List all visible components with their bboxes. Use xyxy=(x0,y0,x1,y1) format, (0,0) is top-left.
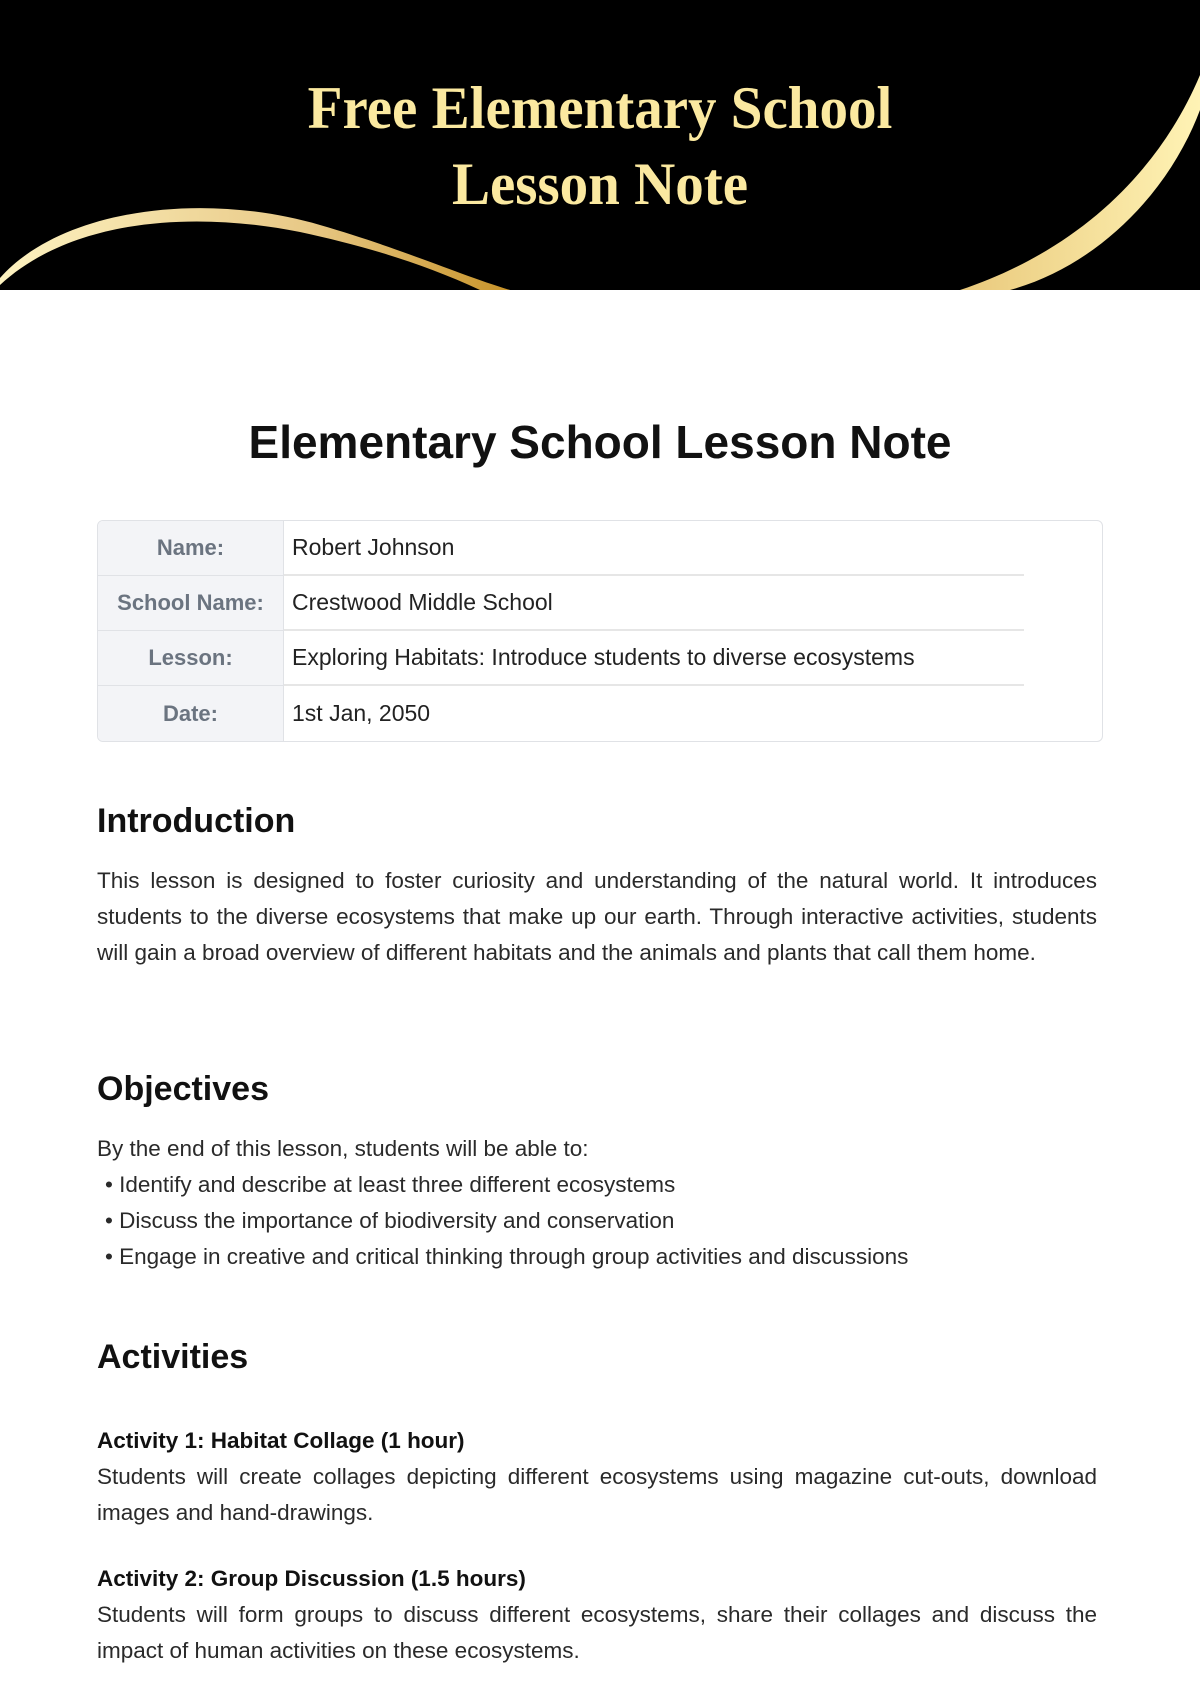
header-banner xyxy=(0,0,1200,290)
list-item: • Identify and describe at least three different ecosystems xyxy=(97,1167,1097,1203)
activity-item xyxy=(97,1423,1097,1531)
info-table xyxy=(97,520,1103,742)
info-label: Date: xyxy=(98,686,284,741)
info-row-lesson xyxy=(98,631,1102,686)
info-value: Exploring Habitats: Introduce students to diverse ecosystems xyxy=(284,631,1024,686)
info-value: Crestwood Middle School xyxy=(284,576,1024,631)
activity-title: Activity 1: Habitat Collage (1 hour) xyxy=(97,1428,465,1453)
section-heading: Introduction xyxy=(97,802,296,840)
info-label: Lesson: xyxy=(98,631,284,686)
info-value: 1st Jan, 2050 xyxy=(292,700,431,726)
page-title: Elementary School Lesson Note xyxy=(248,416,952,468)
list-item: • Discuss the importance of biodiversity and conservation xyxy=(97,1203,1097,1239)
info-row-school xyxy=(98,576,1102,631)
info-row-name xyxy=(98,521,1102,576)
section-heading: Activities xyxy=(97,1338,249,1376)
activity-title: Activity 2: Group Discussion (1.5 hours) xyxy=(97,1566,526,1591)
introduction-text: This lesson is designed to foster curiosity and understanding of the natural world. It introduces students to the diverse ecosystems that make up our earth. Through interactive activities, students will gain a broad overview of different habitats and the animals and plants that call them home. xyxy=(97,868,1097,965)
section-heading: Objectives xyxy=(97,1070,269,1108)
introduction-section xyxy=(97,802,1097,971)
objectives-section xyxy=(97,1070,1097,1275)
info-label: School Name: xyxy=(98,576,284,631)
activities-section xyxy=(97,1338,1097,1699)
objectives-list xyxy=(97,1167,1097,1275)
info-label: Name: xyxy=(98,521,284,576)
list-item: • Engage in creative and critical thinking through group activities and discussions xyxy=(97,1239,1097,1275)
activity-text: Students will create collages depicting different ecosystems using magazine cut-outs, download images and hand-drawings. xyxy=(97,1464,1097,1525)
info-row-date xyxy=(98,686,1102,741)
info-value: Robert Johnson xyxy=(284,521,1024,576)
banner-title: Free Elementary School Lesson Note xyxy=(307,75,893,217)
activity-text: Students will form groups to discuss different ecosystems, share their collages and discuss the impact of human activities on these ecosystems. xyxy=(97,1602,1097,1663)
activity-item xyxy=(97,1561,1097,1669)
objectives-intro: By the end of this lesson, students will be able to: xyxy=(97,1136,589,1161)
